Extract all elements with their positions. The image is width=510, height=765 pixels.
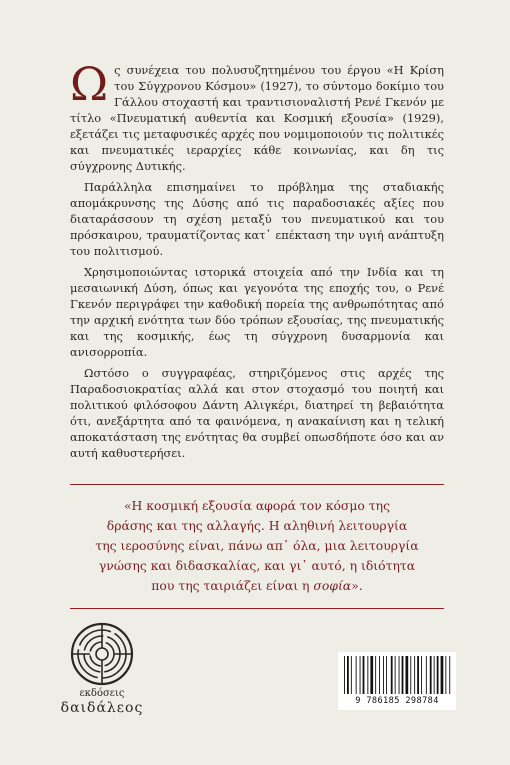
labyrinth-icon (70, 622, 134, 686)
publisher-logo (52, 622, 152, 716)
isbn-barcode (338, 652, 456, 710)
description-paragraph-1 (70, 57, 444, 174)
publisher-name: δαιδάλεος (60, 700, 144, 716)
quote-line: «Η κοσμική εξουσία αφορά τον κόσμο της (123, 498, 391, 513)
barcode-bars (338, 652, 456, 696)
quote-emphasis: σοφία (313, 578, 352, 593)
description-text (70, 57, 444, 466)
description-paragraph-2: Παράλληλα επισημαίνει το πρόβλημα της σταδιακής απομάκρυνσης της Δύσης από τις παραδοσιακές αξίες που διαταράσσουν τη σχέση μεταξύ του πνευματικού και του πρόσκαιρου, τραυματίζοντας κατ᾽ επέκταση την υγιή ανάπτυξη του πολιτισμού. (70, 180, 444, 258)
quote-bottom-rule (70, 608, 444, 609)
dropcap-letter: Ω (70, 57, 109, 111)
quote-line: γνώσης και διδασκαλίας, και γι᾽ αυτό, η ιδιότητα (98, 558, 416, 573)
isbn-number: 9 786185 298784 (355, 696, 439, 706)
description-paragraph-4: Ωστόσο ο συγγραφέας, στηριζόμενος στις αρχές της Παραδοσιοκρατίας αλλά και στον στοχασμό του ποιητή και πολιτικού φιλόσοφου Δάντη Αλιγκέρι, διατηρεί τη βεβαιότητα ότι, ανεξάρτητα από τα φαινόμενα, η ανακαίνιση και η τελική αποκατάσταση της ενότητας θα συμβεί οπωσδήποτε όσο και αν αυτή καθυστερήσει. (70, 366, 444, 460)
quote-line-5-start: που της ταιριάζει είναι η (151, 578, 314, 593)
description-paragraph-3: Χρησιμοποιώντας ιστορικά στοιχεία από την Ινδία και τη μεσαιωνική Δύση, όπως και γεγονότα της εποχής του, ο Ρενέ Γκενόν περιγράφει την καθοδική πορεία της ανθρωπότητας από την αρχική ενότητα των δύο τρόπων εξουσίας, της πνευματικής και της κοσμικής, έως τη σύγχρονη δυσαρμονία και ανισορροπία. (70, 265, 444, 359)
quote-line (92, 576, 422, 596)
quote-line: της ιεροσύνης είναι, πάνω απ᾽ όλα, μια λειτουργία (95, 538, 419, 553)
quote-line-5-end: ». (351, 578, 363, 593)
quote-top-rule (70, 484, 444, 485)
paragraph-1-text: ς συνέχεια του πολυσυζητημένου του έργου «Η Κρίση του Σύγχρονου Κόσμου» (1927), το σύντομο δοκίμιο του Γάλλου στοχαστή και τραντισιοναλιστή Ρενέ Γκενόν με τίτλο «Πνευματική αυθεντία και Κοσμική εξουσία» (1929), εξετάζει τις μεταφυσικές αρχές που νομιμοποιούν τις πολιτικές και πνευματικές ιεραρχίες κάθε κοινωνίας, και δη τις σύγχρονης Δυτικής. (70, 63, 444, 173)
quote-line: δράσης και της αλλαγής. Η αληθινή λειτουργία (106, 518, 408, 533)
pull-quote (92, 496, 422, 596)
publisher-line-1: εκδόσεις (79, 688, 125, 699)
